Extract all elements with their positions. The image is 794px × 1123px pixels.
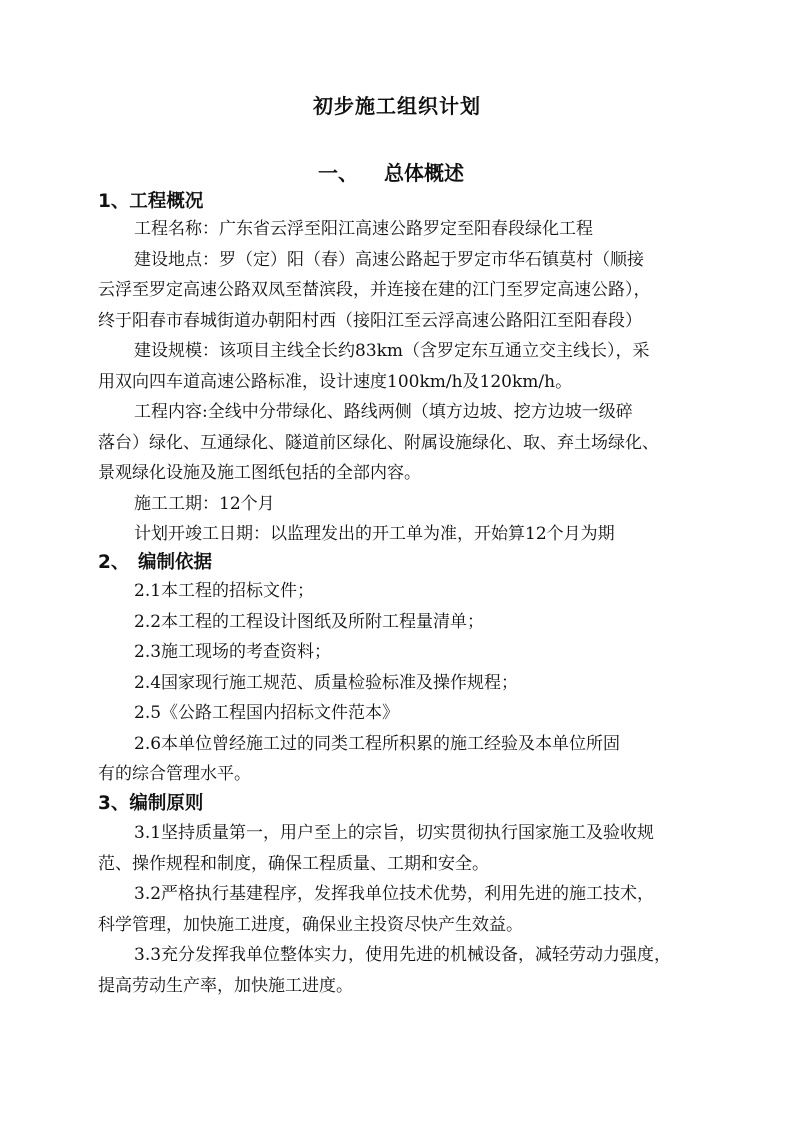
basis-item: 2.2本工程的工程设计图纸及所附工程量清单； (134, 611, 485, 632)
basis-item: 2.3施工现场的考查资料； (134, 642, 332, 662)
basis-item: 2.5《公路工程国内招标文件范本》 (134, 703, 400, 723)
location-line-2: 云浮至罗定高速公路双凤至榃滨段，并连接在建的江门至罗定高速公路）， (98, 280, 651, 300)
location-line-3: 终于阳春市春城街道办朝阳村西（接阳江至云浮高速公路阳江至阳春段） (98, 310, 642, 331)
project-name-line: 工程名称：广东省云浮至阳江高速公路罗定至阳春段绿化工程 (134, 219, 593, 239)
heading-project-overview: 1、工程概况 (98, 191, 204, 212)
section-heading (318, 157, 464, 186)
principles-body (98, 818, 698, 1001)
basis-item: 2.4国家现行施工规范、质量检验标准及操作规程； (134, 672, 519, 693)
heading-basis-label: 编制依据 (138, 552, 213, 573)
basis-item-continuation: 有的综合管理水平。 (98, 764, 251, 784)
document-title: 初步施工组织计划 (313, 94, 481, 118)
scale-line-1: 建设规模：该项目主线全长约83km（含罗定东互通立交主线长），采 (134, 341, 650, 361)
section-label: 总体概述 (384, 161, 464, 185)
project-overview-body (98, 214, 698, 550)
location-line-1: 建设地点：罗（定）阳（春）高速公路起于罗定市华石镇莫村（顺接 (134, 249, 644, 270)
heading-basis-number: 2、 (98, 552, 130, 573)
principle-item: 3.3充分发挥我单位整体实力，使用先进的机械设备，减轻劳动力强度， (134, 945, 672, 965)
content-line-1: 工程内容:全线中分带绿化、路线两侧（填方边坡、挖方边坡一级碎 (134, 402, 633, 422)
principle-item: 3.2严格执行基建程序，发挥我单位技术优势，利用先进的施工技术， (134, 884, 655, 904)
content-line-3: 景观绿化设施及施工图纸包括的全部内容。 (98, 463, 421, 483)
heading-basis (98, 548, 212, 574)
principle-item-continuation: 范、操作规程和制度，确保工程质量、工期和安全。 (98, 853, 489, 874)
heading-principles: 3、编制原则 (98, 793, 204, 814)
principle-item-continuation: 提高劳动生产率，加快施工进度。 (98, 975, 353, 996)
basis-body (98, 576, 698, 790)
scale-line-2: 用双向四车道高速公路标准，设计速度100km/h及120km/h。 (98, 371, 573, 392)
basis-item: 2.1本工程的招标文件； (134, 581, 315, 601)
content-line-2: 落台）绿化、互通绿化、隧道前区绿化、附属设施绿化、取、弃土场绿化、 (98, 432, 659, 453)
schedule-line: 计划开竣工日期：以监理发出的开工单为准，开始算12个月为期 (134, 524, 615, 544)
section-number: 一、 (318, 161, 358, 185)
principle-item-continuation: 科学管理，加快施工进度，确保业主投资尽快产生效益。 (98, 914, 523, 935)
basis-item: 2.6本单位曾经施工过的同类工程所积累的施工经验及本单位所固 (134, 733, 621, 754)
principle-item: 3.1坚持质量第一，用户至上的宗旨，切实贯彻执行国家施工及验收规 (134, 823, 655, 843)
duration-line: 施工工期：12个月 (134, 493, 275, 514)
